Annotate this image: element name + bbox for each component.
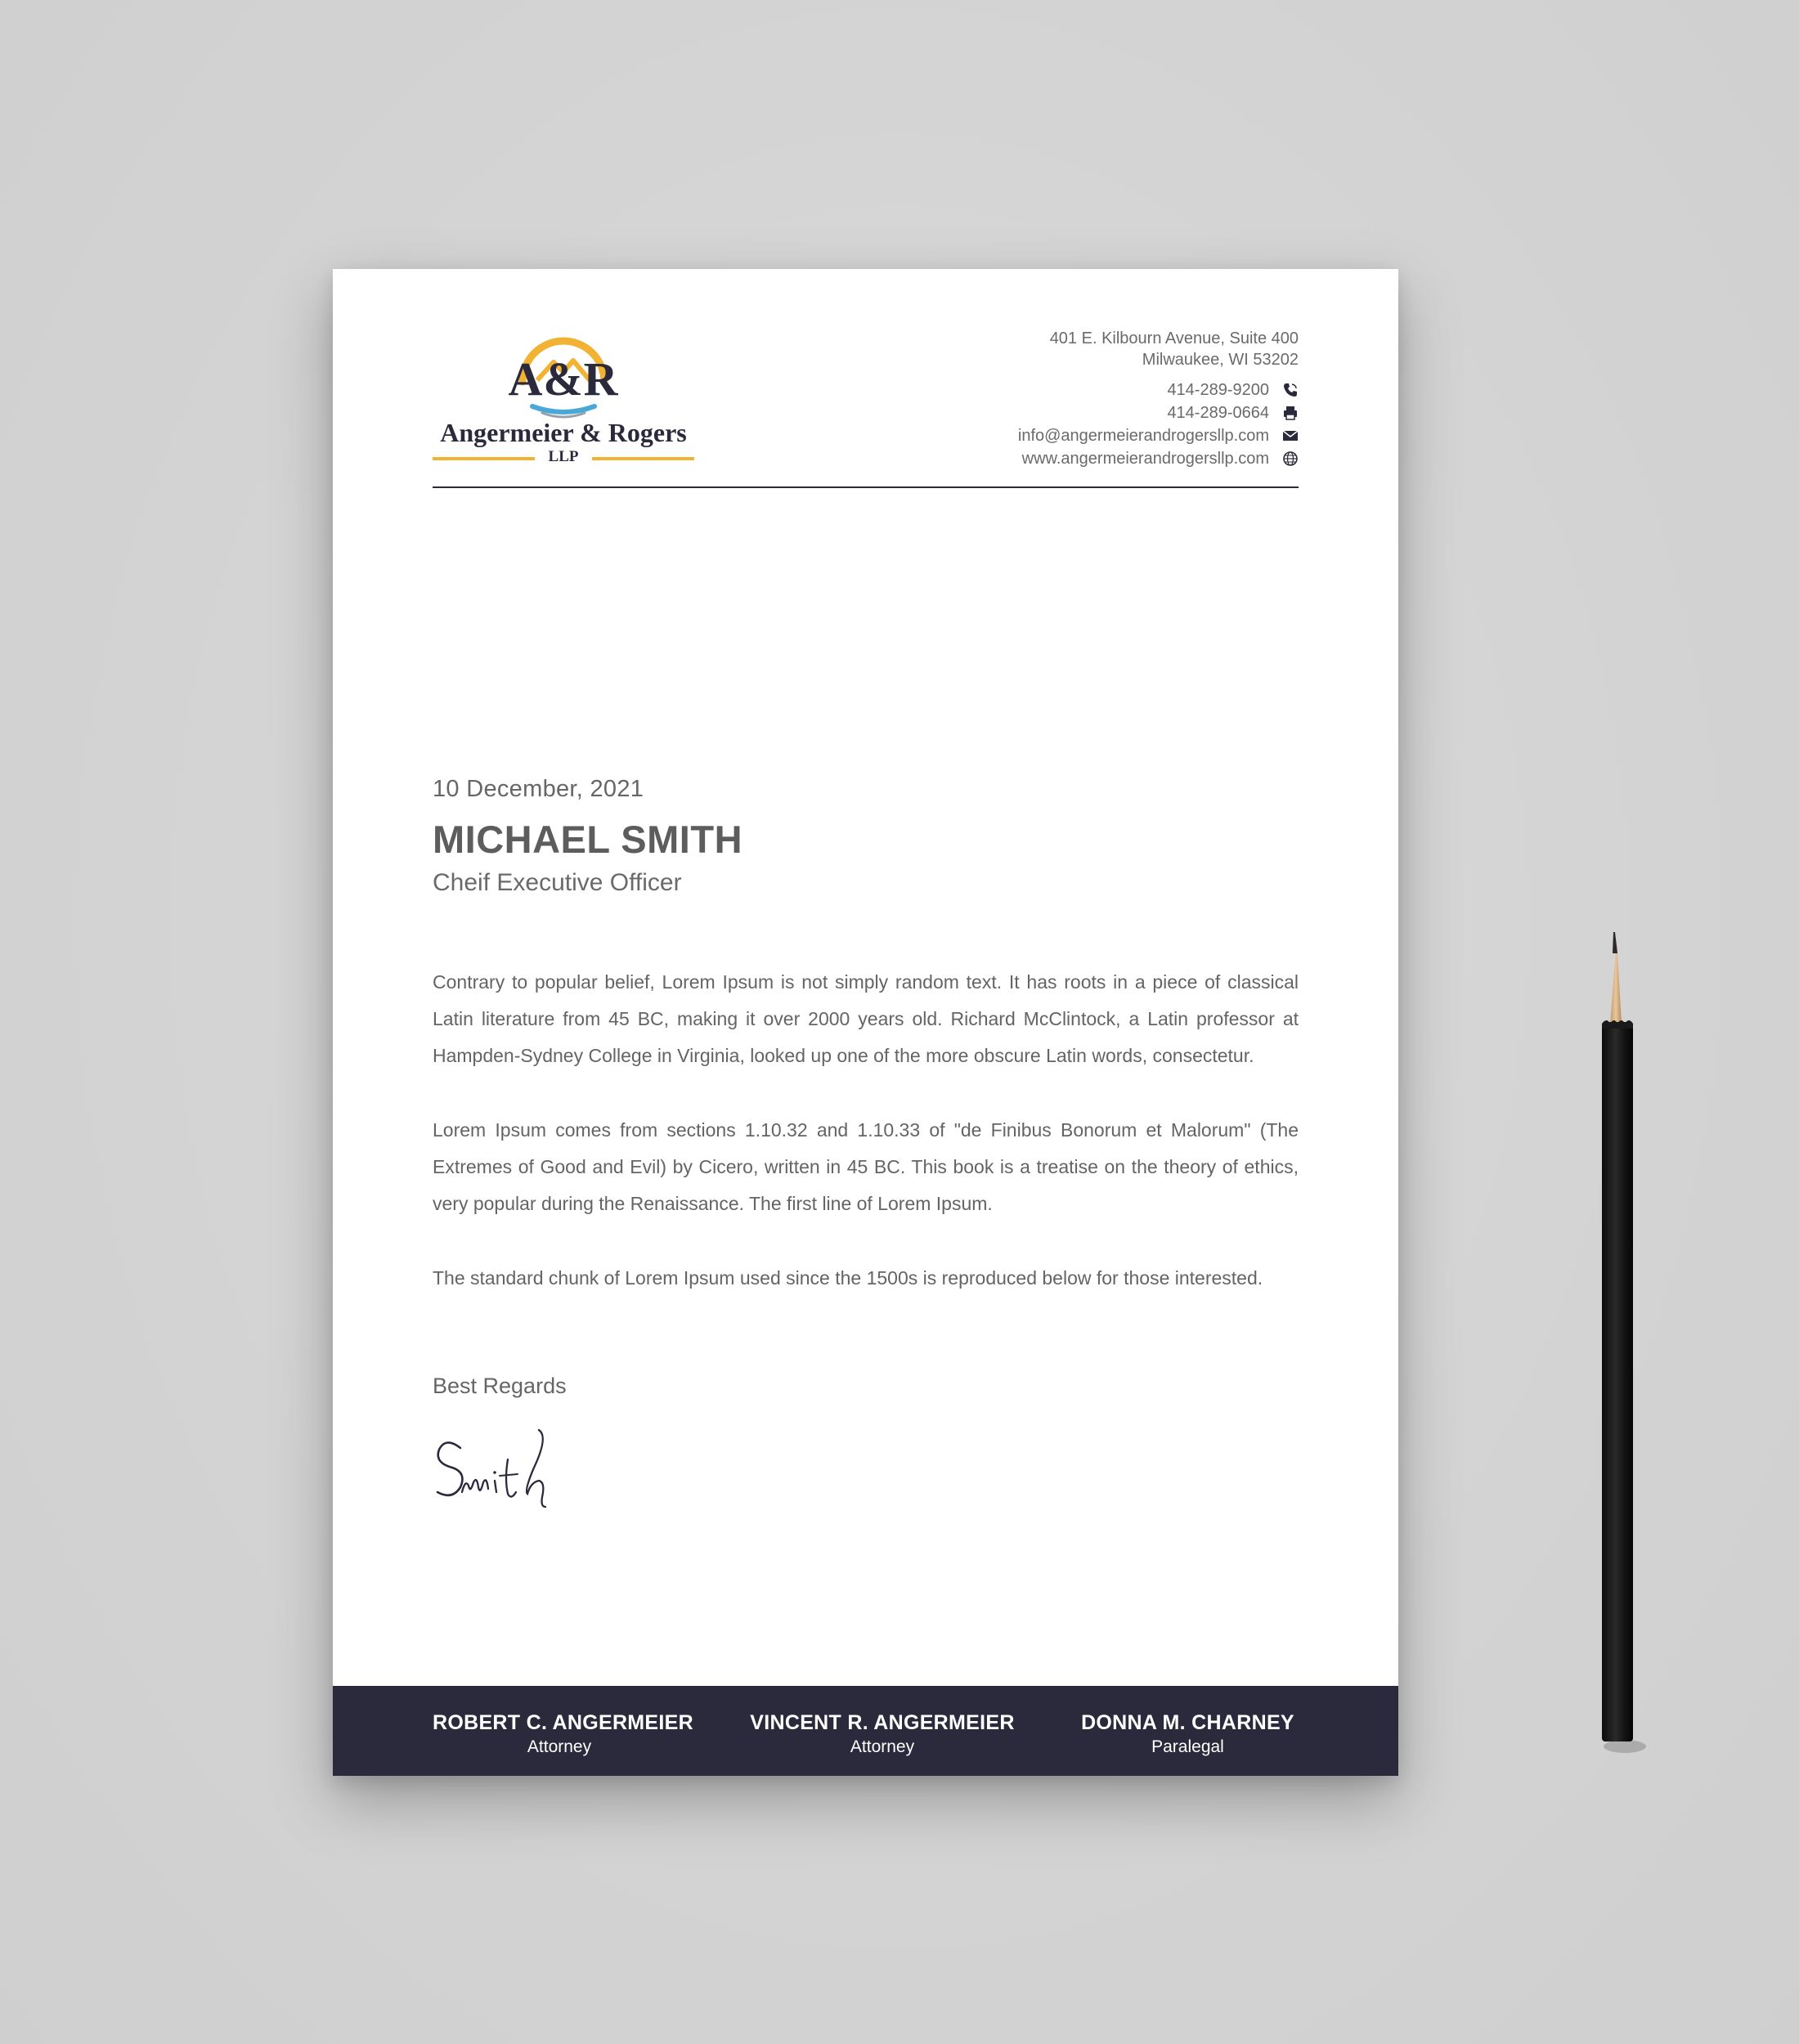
email-row xyxy=(873,424,1299,447)
letterhead-page xyxy=(333,269,1398,1776)
address-line-1: 401 E. Kilbourn Avenue, Suite 400 xyxy=(1049,329,1299,347)
handwritten-signature xyxy=(429,1422,576,1520)
logo-monogram: A&R xyxy=(508,352,619,406)
member-title: Attorney xyxy=(850,1737,915,1756)
contact-block xyxy=(873,328,1299,470)
body-paragraph-3: The standard chunk of Lorem Ipsum used since the 1500s is reproduced below for those interested. xyxy=(433,1267,1263,1289)
pencil-prop xyxy=(1590,932,1648,1758)
email-address[interactable]: info@angermeierandrogersllp.com xyxy=(1017,427,1269,445)
member-name: VINCENT R. ANGERMEIER xyxy=(750,1711,1015,1734)
footer-member-3 xyxy=(1077,1710,1299,1759)
member-name: ROBERT C. ANGERMEIER xyxy=(433,1711,693,1734)
website-url[interactable]: www.angermeierandrogersllp.com xyxy=(1021,450,1269,468)
phone-number: 414-289-9200 xyxy=(1167,381,1269,399)
logo-firm-name: Angermeier & Rogers xyxy=(440,418,687,447)
address-line-2: Milwaukee, WI 53202 xyxy=(1142,351,1299,369)
member-name: DONNA M. CHARNEY xyxy=(1081,1711,1294,1734)
member-title: Paralegal xyxy=(1151,1737,1224,1756)
body-paragraph-1: Contrary to popular belief, Lorem Ipsum is not simply random text. It has roots in a piece of classical Latin literature from 45 BC, making it over 2000 years old. Richard McClintock, a Latin professor at Hampden-Sydney College in Virginia, looked up one of the more obscure Latin words, consectetur. xyxy=(433,971,1299,1066)
letter-date: 10 December, 2021 xyxy=(433,776,644,802)
header-divider xyxy=(433,486,1299,488)
closing-line: Best Regards xyxy=(433,1374,567,1398)
body-paragraph-2: Lorem Ipsum comes from sections 1.10.32 and 1.10.33 of "de Finibus Bonorum et Malorum" (The Extremes of Good and Evil) by Cicero, written in 45 BC. This book is a treatise on the theory of ethics, very popular during the Renaissance. The first line of Lorem Ipsum. xyxy=(433,1119,1299,1214)
letter-body xyxy=(433,964,1299,1334)
logo-suffix: LLP xyxy=(548,448,579,465)
footer-bar xyxy=(333,1686,1398,1776)
website-row xyxy=(873,447,1299,470)
member-title: Attorney xyxy=(527,1737,592,1756)
recipient-name: MICHAEL SMITH xyxy=(433,818,743,861)
footer-member-2 xyxy=(747,1710,1017,1759)
printer-icon xyxy=(1282,405,1299,421)
footer-member-1 xyxy=(433,1710,693,1759)
phone-row xyxy=(873,379,1299,401)
recipient-title: Cheif Executive Officer xyxy=(433,869,682,896)
address xyxy=(873,328,1299,370)
logo-underline-right xyxy=(592,457,694,460)
fax-row xyxy=(873,401,1299,424)
fax-number: 414-289-0664 xyxy=(1167,404,1269,422)
phone-icon xyxy=(1282,382,1299,398)
envelope-icon xyxy=(1282,428,1299,444)
company-logo xyxy=(433,333,694,472)
globe-icon xyxy=(1282,450,1299,467)
